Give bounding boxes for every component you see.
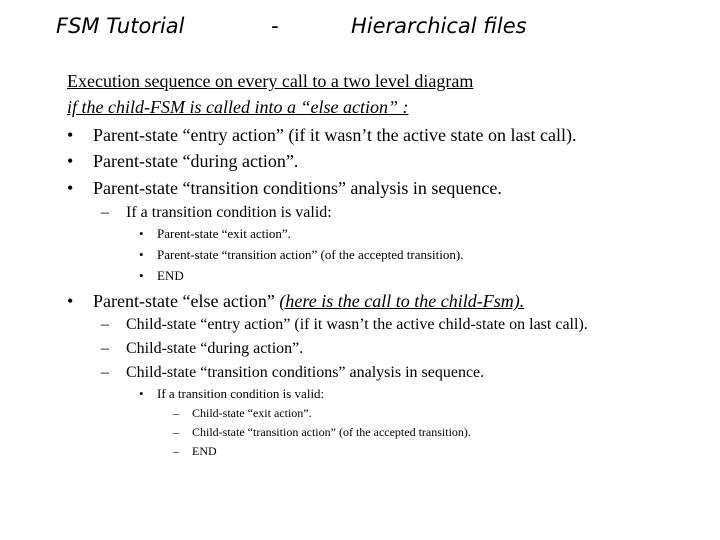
- dash-marker: –: [173, 444, 179, 458]
- heading-line-1: Execution sequence on every call to a two level diagram: [67, 71, 474, 91]
- bullet-marker: •: [139, 386, 144, 401]
- dash-marker: –: [101, 340, 109, 357]
- child-condition: If a transition condition is valid:: [157, 386, 325, 401]
- bullet-marker: •: [67, 125, 74, 145]
- title-right: Hierarchical files: [351, 14, 527, 38]
- bullet-marker: •: [139, 247, 144, 262]
- child-condition-item: END: [192, 444, 217, 458]
- title-dash: -: [271, 14, 279, 38]
- bullet-marker: •: [139, 268, 144, 283]
- parent-condition-item: Parent-state “transition action” (of the accepted transition).: [157, 247, 464, 262]
- slide-title: [0, 10, 720, 42]
- parent-item-transitions: Parent-state “transition conditions” analysis in sequence.: [93, 178, 502, 198]
- parent-item-else: [93, 290, 524, 312]
- dash-marker: –: [101, 364, 109, 381]
- parent-item-during: Parent-state “during action”.: [93, 151, 299, 171]
- bullet-marker: •: [67, 291, 74, 311]
- child-condition-item: Child-state “transition action” (of the accepted transition).: [192, 425, 471, 439]
- dash-marker: –: [173, 406, 179, 420]
- else-item-prefix: Parent-state “else action”: [93, 291, 280, 311]
- else-item-note: (here is the call to the child-Fsm).: [279, 291, 525, 311]
- bullet-marker: •: [139, 226, 144, 241]
- heading-line-2: if the child-FSM is called into a “else action” :: [67, 97, 409, 117]
- parent-condition: If a transition condition is valid:: [126, 204, 332, 221]
- bullet-marker: •: [67, 178, 74, 198]
- parent-condition-item: Parent-state “exit action”.: [157, 226, 291, 241]
- child-item-transitions: Child-state “transition conditions” analysis in sequence.: [126, 364, 485, 381]
- dash-marker: –: [101, 316, 109, 333]
- child-condition-item: Child-state “exit action”.: [192, 406, 312, 420]
- dash-marker: –: [173, 425, 179, 439]
- dash-marker: –: [101, 204, 109, 221]
- child-item-during: Child-state “during action”.: [126, 340, 304, 357]
- title-left: FSM Tutorial: [56, 14, 185, 38]
- child-item-entry: Child-state “entry action” (if it wasn’t the active child-state on last call).: [126, 316, 588, 333]
- parent-condition-item: END: [157, 268, 184, 283]
- parent-item-entry: Parent-state “entry action” (if it wasn’t the active state on last call).: [93, 125, 577, 145]
- bullet-marker: •: [67, 151, 74, 171]
